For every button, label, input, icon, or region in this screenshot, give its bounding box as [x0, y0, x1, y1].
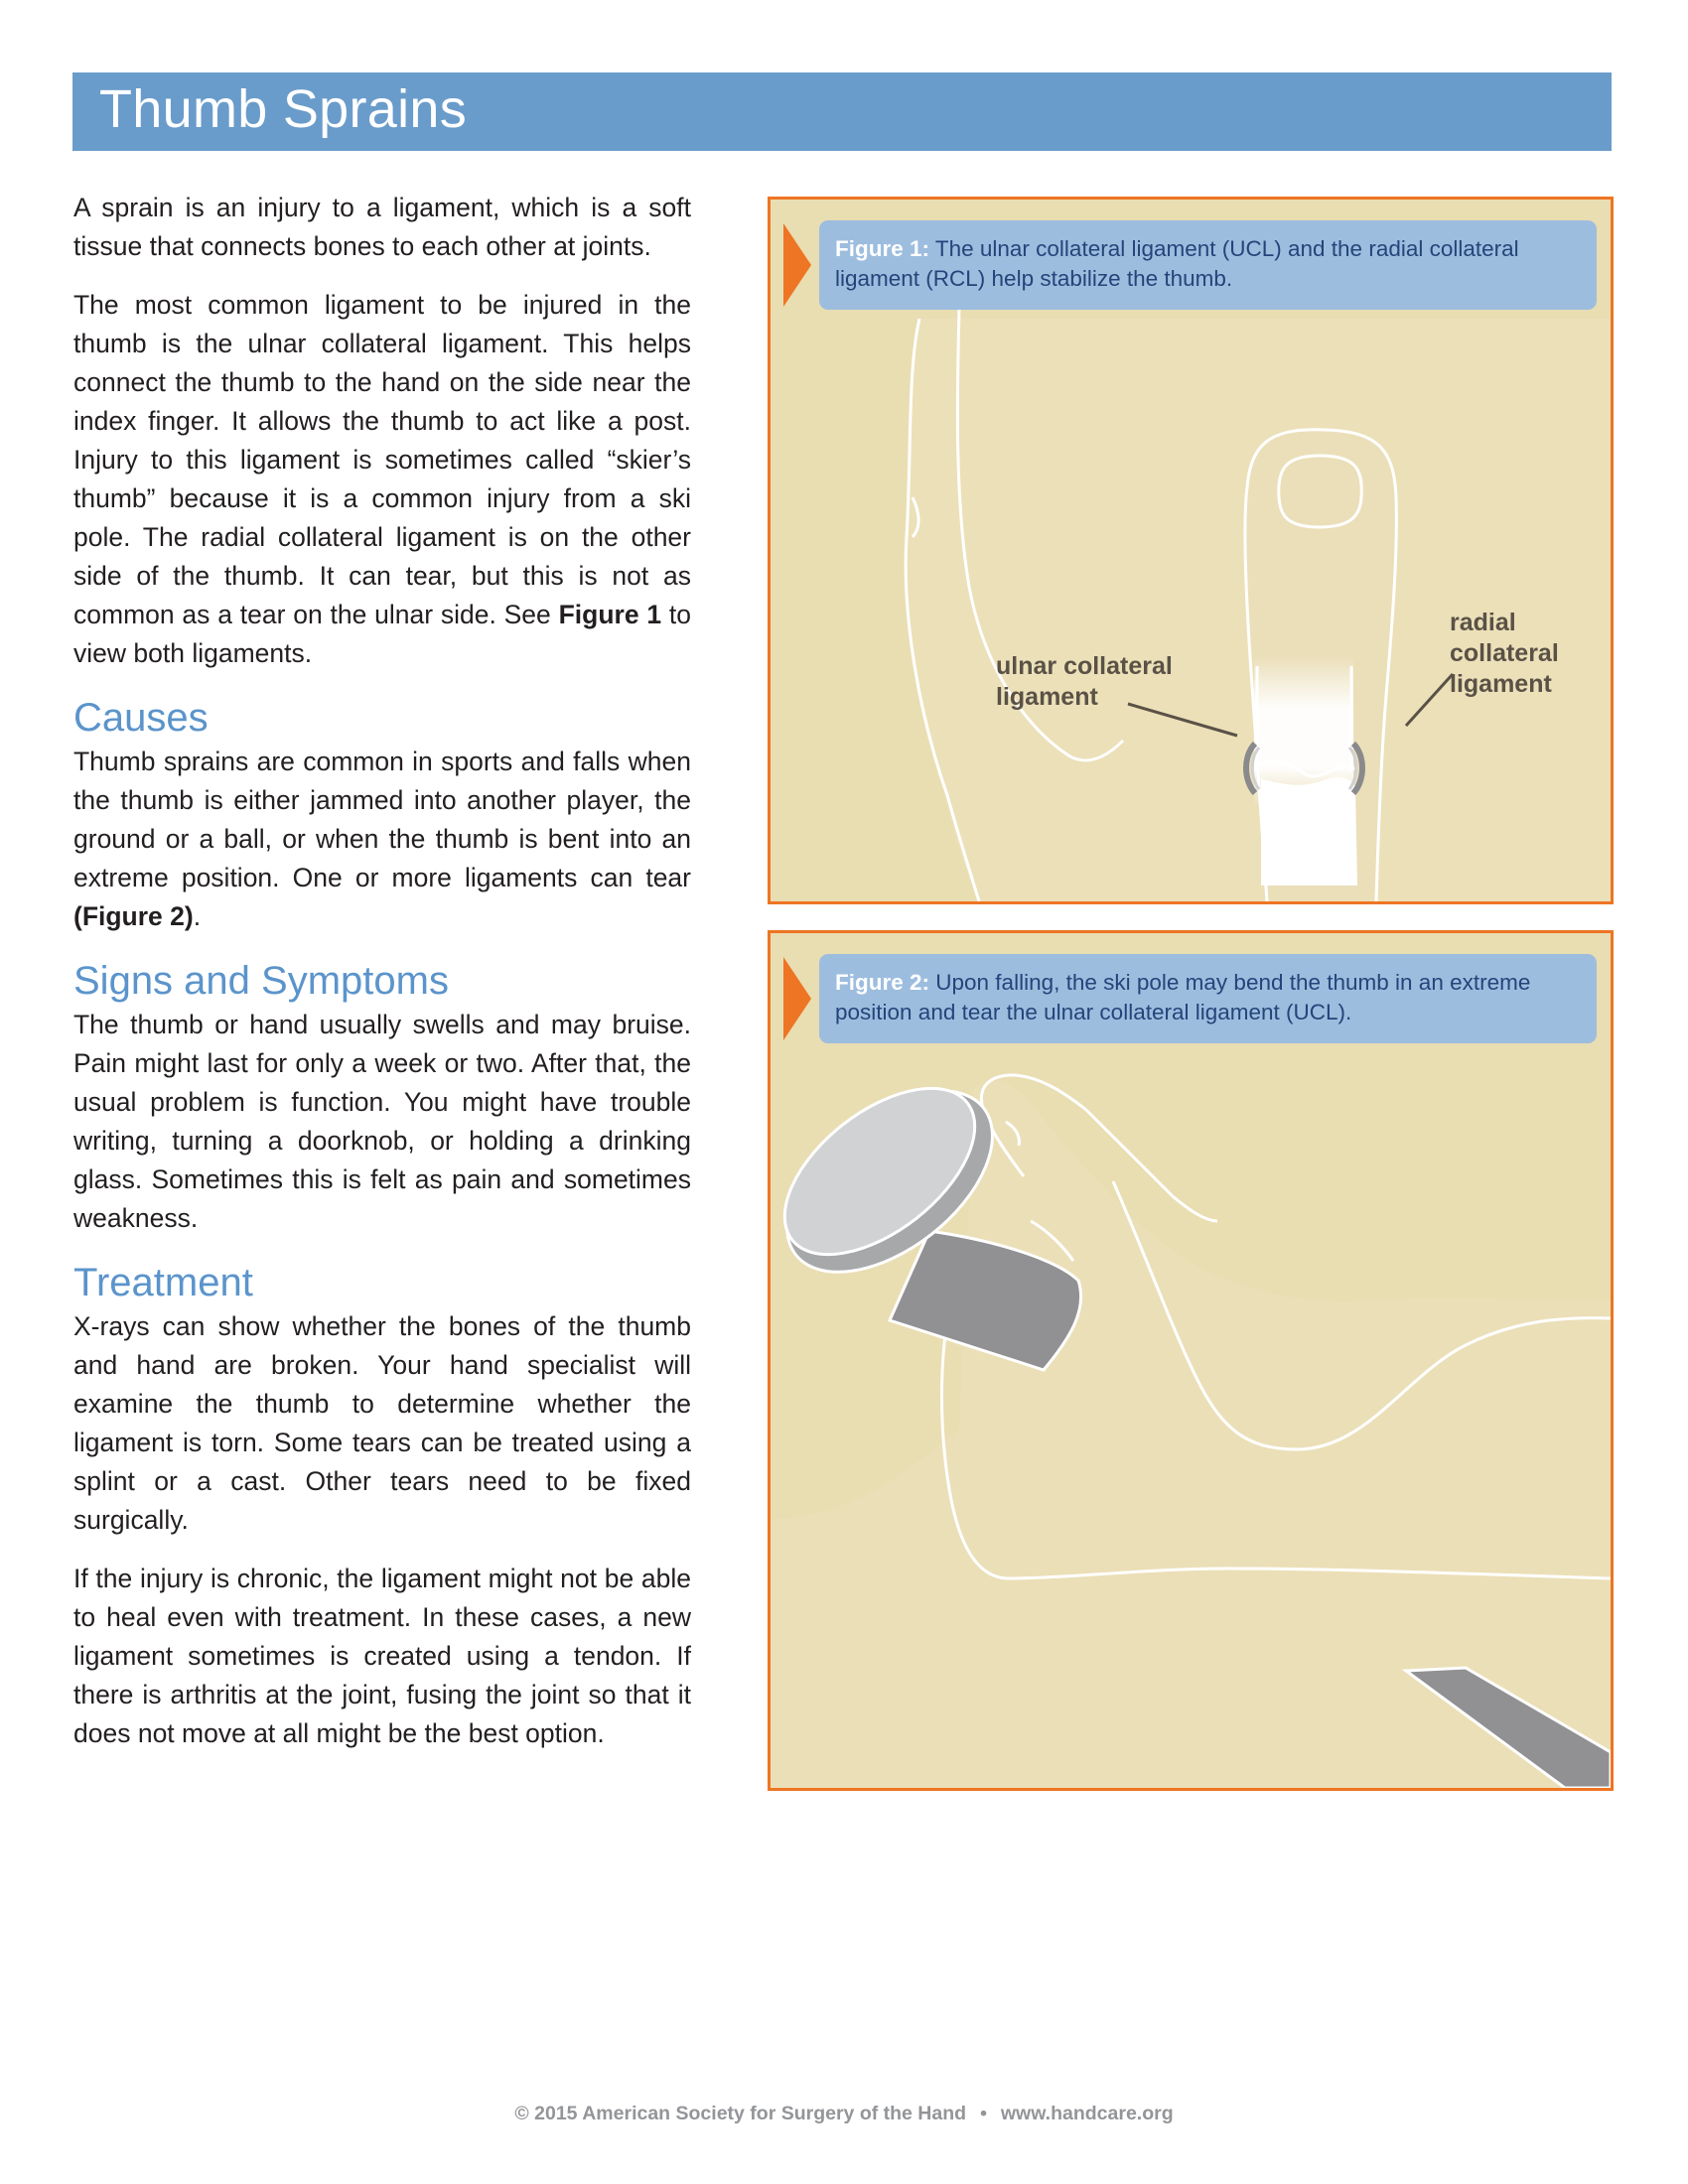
treatment-heading: Treatment: [73, 1261, 253, 1304]
symptoms-heading: Signs and Symptoms: [73, 959, 449, 1003]
footer-separator: •: [980, 2103, 987, 2124]
figure-1: [768, 197, 1614, 904]
intro-paragraph-2: [73, 286, 691, 673]
figure-1-caption: [819, 220, 1597, 310]
causes-text: Thumb sprains are common in sports and falls when the thumb is either jammed into another player, the ground or a ball, or when the thumb is bent into an extreme position. One or more ligaments can tear: [73, 747, 691, 892]
treatment-paragraph-2: If the injury is chronic, the ligament might not be able to heal even with treatment. In these cases, a new ligament sometimes is created using a tendon. If there is arthritis at the joint, fusing the joint so that it does not move at all might be the best option.: [73, 1564, 691, 1748]
intro-paragraph-1: A sprain is an injury to a ligament, which is a soft tissue that connects bones to each other at joints.: [73, 193, 691, 261]
causes-heading: Causes: [73, 696, 209, 740]
figure-2: [768, 930, 1614, 1791]
figure-2-caption: [819, 954, 1597, 1043]
rcl-label-line-1: radial: [1450, 609, 1516, 636]
footer: [0, 2103, 1688, 2125]
figure-1-caption-text: The ulnar collateral ligament (UCL) and the radial collateral ligament (RCL) help stabilize the thumb.: [835, 236, 1519, 291]
rcl-label: [1450, 608, 1559, 700]
figure-1-label: Figure 1:: [835, 236, 930, 261]
ski-pole-fall-illustration: [771, 933, 1611, 1788]
copyright-notice: © 2015 American Society for Surgery of the Hand: [514, 2103, 967, 2124]
metacarpal: [1262, 778, 1356, 885]
intro-text: The most common ligament to be injured in the thumb is the ulnar collateral ligament. This helps connect the thumb to the hand on the side near the index finger. It allows the thumb to act like a post. Injury to this ligament is sometimes called “skier’s thumb” because it is a common injury from a ski pole. The radial collateral ligament is on the other side of the thumb. It can tear, but this is not as common as a tear on the ulnar side. See: [73, 290, 691, 629]
figure-2-reference: (Figure 2): [73, 901, 194, 931]
symptoms-paragraph: The thumb or hand usually swells and may bruise. Pain might last for only a week or two. After that, the usual problem is function. You might have trouble writing, turning a doorknob, or holding a drinking glass. Sometimes this is felt as pain and sometimes weakness.: [73, 1010, 691, 1233]
page-title: Thumb Sprains: [99, 79, 468, 139]
figure-1-arrow-tab: [783, 223, 811, 307]
treatment-paragraph-1: X-rays can show whether the bones of the thumb and hand are broken. Your hand specialist will examine the thumb to determine whether the ligament is torn. Some tears can be treated using a splint or a cast. Other tears need to be fixed surgically.: [73, 1311, 691, 1535]
figure-1-reference: Figure 1: [558, 600, 662, 629]
rcl-label-line-3: ligament: [1450, 670, 1552, 698]
title-bar: [72, 72, 1612, 151]
article-body: [73, 189, 691, 1773]
intro-text-end: to view both ligaments.: [73, 600, 691, 668]
figure-2-label: Figure 2:: [835, 970, 930, 995]
ucl-label-line-2: ligament: [996, 683, 1098, 711]
ucl-label-line-1: ulnar collateral: [996, 652, 1173, 680]
figure-2-arrow-tab: [783, 957, 811, 1040]
causes-paragraph: [73, 743, 691, 936]
causes-text-end: .: [193, 901, 202, 931]
ucl-label: [996, 651, 1173, 713]
figure-2-caption-text: Upon falling, the ski pole may bend the thumb in an extreme position and tear the ulnar collateral ligament (UCL).: [835, 970, 1531, 1024]
website-link[interactable]: www.handcare.org: [1000, 2103, 1174, 2124]
rcl-label-line-2: collateral: [1450, 639, 1559, 667]
